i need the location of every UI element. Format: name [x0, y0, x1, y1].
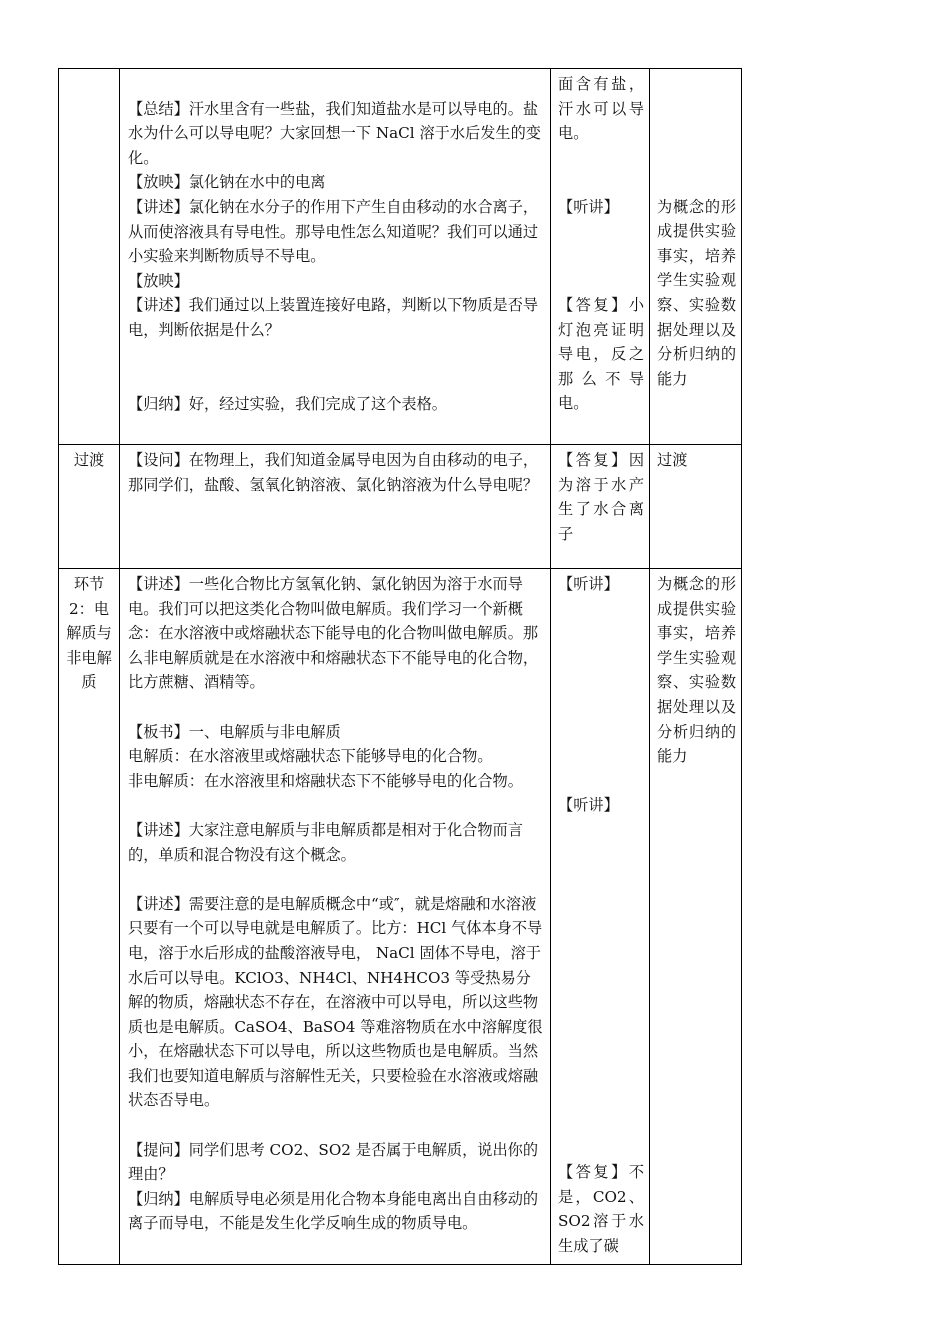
student-activity-cell	[551, 445, 650, 569]
intent-paragraph: 为概念的形成提供实验事实，培养学生实验观察、实验数据处理以及分析归纳的能力	[657, 575, 736, 766]
teacher-activity-cell	[120, 69, 551, 445]
student-activity-cell	[551, 569, 650, 1265]
student-paragraph: 【答复】不是，CO2、SO2溶于水生成了碳	[558, 1163, 644, 1255]
student-paragraph: 【听讲】	[558, 575, 619, 593]
teacher-paragraph: 【总结】汗水里含有一些盐，我们知道盐水是可以导电的。盐水为什么可以导电呢？大家回想一下 NaCl 溶于水后发生的变化。	[128, 99, 541, 167]
teacher-paragraph: 电解质：在水溶液里或熔融状态下能够导电的化合物。	[128, 747, 493, 766]
intent-paragraph: 为概念的形成提供实验事实，培养学生实验观察、实验数据处理以及分析归纳的能力	[657, 197, 736, 388]
teacher-paragraph: 【归纳】好，经过实验，我们完成了这个表格。	[128, 394, 447, 413]
student-paragraph: 【答复】因为溶于水产生了水合离子	[558, 451, 644, 543]
design-intent-cell	[650, 69, 742, 445]
teacher-paragraph: 【讲述】氯化钠在水分子的作用下产生自由移动的水合离子，从而使溶液具有导电性。那导电性怎么知道呢？我们可以通过小实验来判断物质导不导电。	[128, 197, 539, 266]
teacher-activity-cell	[120, 445, 551, 569]
teacher-paragraph: 【放映】氯化钠在水中的电离	[128, 173, 326, 192]
table-row	[59, 69, 742, 445]
student-activity-cell	[551, 69, 650, 445]
design-intent-cell: 过渡	[650, 445, 742, 569]
teacher-paragraph: 【讲述】需要注意的是电解质概念中“或″，就是熔融和水溶液只要有一个可以导电就是电解质了。比方：HCl 气体本身不导电，溶于水后形成的盐酸溶液导电， NaCl 固体不导电，溶于水后可以导电。KClO3、NH4Cl、NH4HCO3 等受热易分解的物质，熔融状态不存在，在溶液中可以导电，所以这些物质也是电解质。CaSO4、BaSO4 等难溶物质在水中溶解度很小，在熔融状态下可以导电，所以这些物质也是电解质。当然我们也要知道电解质与溶解性无关，只要检验在水溶液或熔融状态否导电。	[128, 894, 543, 1110]
teacher-paragraph: 非电解质：在水溶液里和熔融状态下不能够导电的化合物。	[128, 771, 523, 790]
student-paragraph: 【听讲】	[558, 197, 619, 216]
teacher-paragraph: 【提问】同学们思考 CO2、SO2 是否属于电解质，说出你的理由？	[128, 1140, 539, 1184]
stage-cell: 过渡	[59, 445, 120, 569]
design-intent-cell	[650, 569, 742, 1265]
teacher-paragraph: 【设问】在物理上，我们知道金属导电因为自由移动的电子，那同学们，盐酸、氢氧化钠溶液、氯化钠溶液为什么导电呢？	[128, 451, 539, 494]
teacher-paragraph: 【讲述】一些化合物比方氢氧化钠、氯化钠因为溶于水而导电。我们可以把这类化合物叫做电解质。我们学习一个新概念：在水溶液中或熔融状态下能导电的化合物叫做电解质。那么非电解质就是在水溶液中和熔融状态下不能导电的化合物，比方蔗糖、酒精等。	[128, 575, 539, 692]
lesson-plan-table	[58, 68, 742, 1265]
student-paragraph: 【答复】小灯泡亮证明导电，反之那么不导电。	[558, 295, 644, 413]
teacher-paragraph: 【放映】	[128, 271, 189, 290]
table-row	[59, 569, 742, 1265]
teacher-paragraph: 【讲述】大家注意电解质与非电解质都是相对于化合物而言的，单质和混合物没有这个概念。	[128, 820, 523, 864]
student-paragraph: 面含有盐，汗水可以导电。	[558, 75, 644, 143]
teacher-paragraph: 【讲述】我们通过以上装置连接好电路，判断以下物质是否导电，判断依据是什么？	[128, 296, 539, 339]
teacher-paragraph: 【归纳】电解质导电必须是用化合物本身能电离出自由移动的离子而导电，不能是发生化学反响生成的物质导电。	[128, 1189, 539, 1233]
lesson-plan-sheet	[58, 68, 741, 1265]
table-row	[59, 445, 742, 569]
teacher-activity-cell	[120, 569, 551, 1265]
student-paragraph: 【听讲】	[558, 795, 619, 814]
teacher-paragraph: 【板书】一、电解质与非电解质	[128, 722, 341, 741]
stage-cell	[59, 69, 120, 445]
stage-cell: 环节2：电解质与非电解质	[59, 569, 120, 1265]
